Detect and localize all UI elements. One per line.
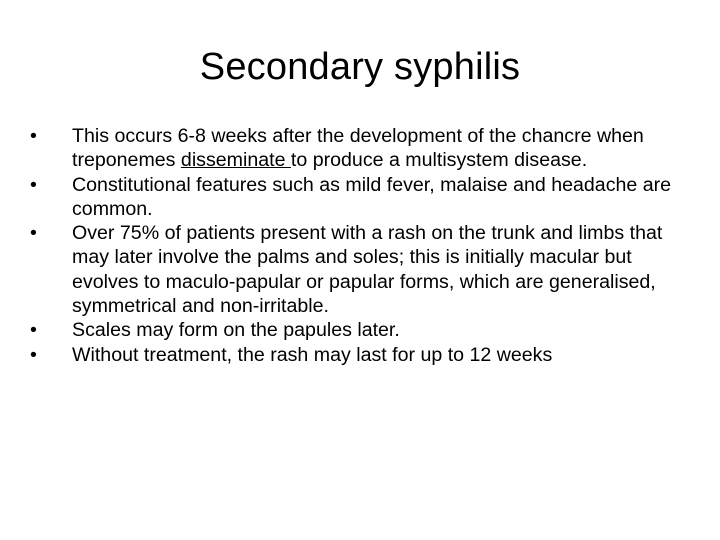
bullet-icon: • [30,319,37,342]
bullet-icon: • [30,125,37,147]
slide-title: Secondary syphilis [199,46,521,88]
bullet-item-dissemination [30,124,698,173]
bullet-icon: • [30,173,37,196]
bullet-item-duration [30,343,698,367]
bullet-text-part: to produce a multisystem disease. [290,149,588,172]
bullet-text: Without treatment, the rash may last for up to 12 weeks [72,343,553,366]
bullet-item-scales [30,318,698,342]
bullet-list [30,124,698,367]
bullet-text: Constitutional features such as mild fever, malaise and headache are common. [72,173,672,220]
bullet-text-part: This occurs 6-8 weeks after the development of the chancre when treponemes [72,125,644,172]
bullet-icon: • [30,222,37,245]
bullet-icon: • [30,343,37,366]
bullet-text: Over 75% of patients present with a rash on the trunk and limbs that may later involve the palms and soles; this is initially macular but evolves to maculo-papular or papular forms, which are generalised, symmetrical and non-irritable. [72,222,663,318]
bullet-item-rash [30,221,698,318]
underlined-term: disseminate [180,149,291,172]
bullet-text: Scales may form on the papules later. [72,319,400,342]
bullet-item-constitutional [30,173,698,222]
